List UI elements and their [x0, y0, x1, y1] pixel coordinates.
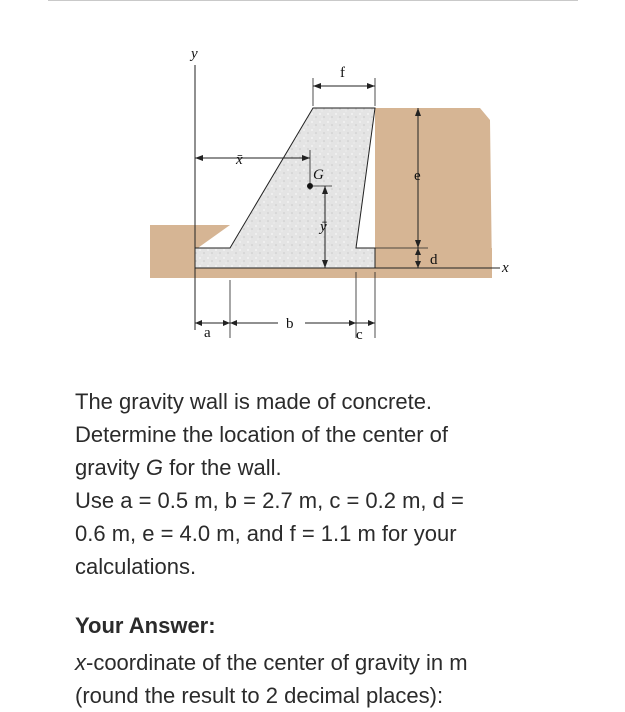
c-label: c	[356, 327, 363, 343]
answer-heading: Your Answer:	[75, 613, 216, 638]
b-label: b	[286, 316, 294, 332]
d-label: d	[430, 252, 438, 268]
x-axis-label: x	[502, 260, 509, 276]
ybar-label: ȳ	[320, 219, 327, 235]
soil-left	[150, 225, 230, 250]
f-label: f	[340, 65, 345, 81]
g-label: G	[313, 167, 324, 183]
problem-line-2: Determine the location of the center of	[75, 422, 448, 447]
problem-line-5: 0.6 m, e = 4.0 m, and f = 1.1 m for your	[75, 521, 457, 546]
answer-question-line-2: (round the result to 2 decimal places):	[75, 683, 444, 708]
problem-line-3-g: G	[145, 455, 164, 480]
answer-question-rest: -coordinate of the center of gravity in m	[86, 650, 468, 675]
problem-line-1: The gravity wall is made of concrete.	[75, 389, 433, 414]
b-arrow-left	[230, 320, 237, 326]
a-arrow-right	[223, 320, 230, 326]
concrete-wall	[195, 108, 375, 268]
problem-line-3	[75, 451, 575, 484]
xbar-label: x̄	[236, 152, 243, 168]
a-arrow-left	[195, 320, 202, 326]
top-divider	[48, 0, 578, 1]
problem-line-3-pre: gravity	[75, 455, 146, 480]
b-arrow-right	[349, 320, 356, 326]
a-label: a	[204, 325, 211, 341]
xbar-arrow-left	[195, 155, 203, 161]
f-arrow-right	[367, 83, 375, 89]
e-label: e	[414, 168, 421, 184]
problem-line-3-post: for the wall.	[163, 455, 282, 480]
problem-line-4: Use a = 0.5 m, b = 2.7 m, c = 0.2 m, d =	[75, 488, 464, 513]
problem-statement	[75, 385, 575, 583]
f-arrow-left	[313, 83, 321, 89]
answer-question-line-1	[75, 646, 595, 679]
y-axis-label: y	[191, 46, 198, 62]
answer-question	[75, 646, 595, 712]
gravity-wall-figure	[150, 40, 530, 360]
c-arrow-right	[368, 320, 375, 326]
answer-question-var: x	[75, 650, 86, 675]
problem-line-6: calculations.	[75, 554, 197, 579]
